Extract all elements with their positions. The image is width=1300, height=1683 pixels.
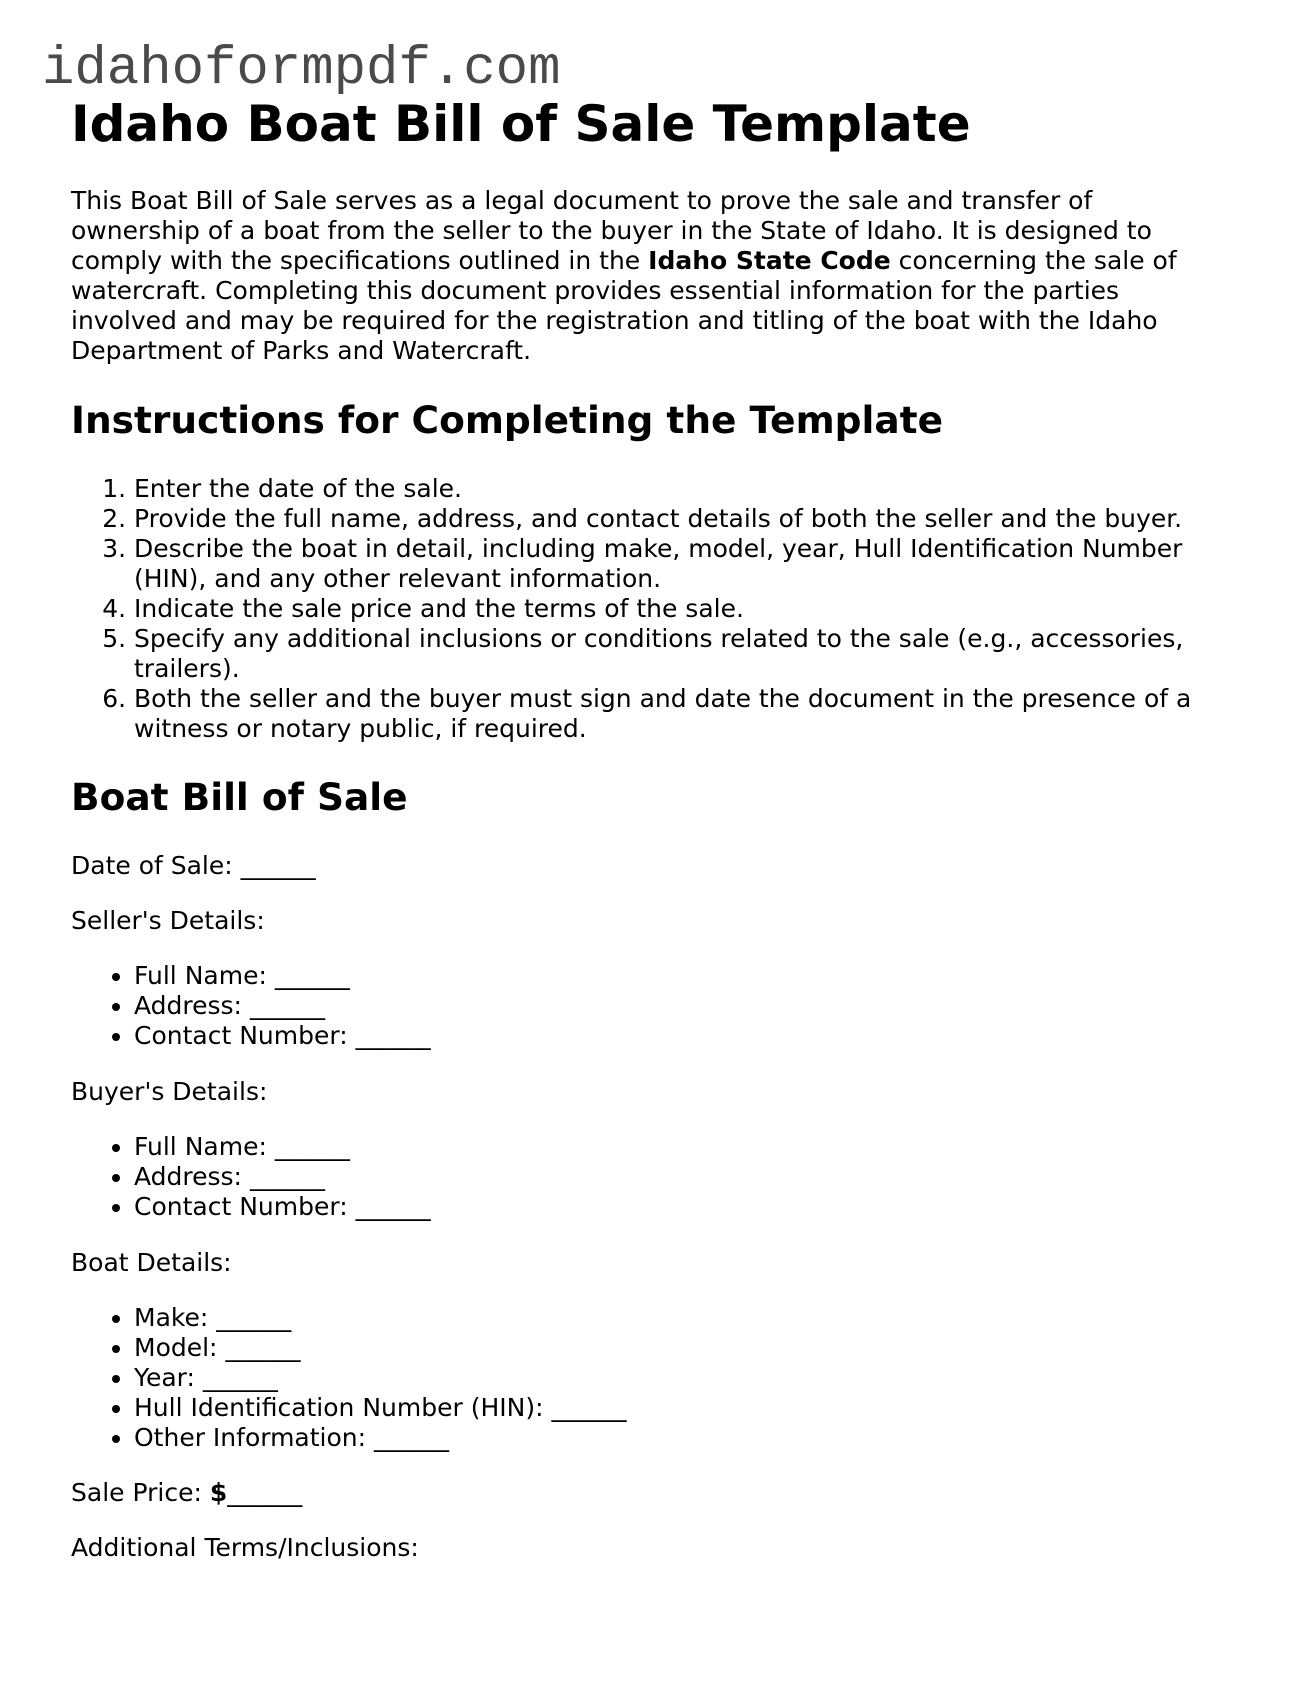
field-label: Other Information: xyxy=(134,1423,367,1452)
field-label: Model: xyxy=(134,1333,218,1362)
page-title: Idaho Boat Bill of Sale Template xyxy=(71,95,971,153)
intro-emphasis: Idaho State Code xyxy=(648,246,891,275)
buyer-contact-number-field xyxy=(134,1192,1217,1222)
field-blank: ______ xyxy=(355,1021,431,1050)
field-blank: ______ xyxy=(249,991,325,1020)
field-blank: ______ xyxy=(274,1132,350,1161)
intro-text-after: concerning the sale of watercraft. Completing this document provides essential information for the parties involved and may be required for the registration and titling of the boat with the Idaho Department of Parks and Watercraft. xyxy=(71,246,1177,365)
document-body xyxy=(71,95,1217,1563)
instruction-step-5: 5. Specify any additional inclusions or conditions related to the sale (e.g., accessories, trailers). xyxy=(134,624,1217,684)
field-label: Full Name: xyxy=(134,1132,267,1161)
field-blank: ______ xyxy=(551,1393,627,1422)
field-blank: ______ xyxy=(374,1423,450,1452)
currency-symbol: $ xyxy=(209,1478,228,1507)
intro-paragraph xyxy=(71,186,1217,366)
instruction-step-3: 3. Describe the boat in detail, including make, model, year, Hull Identification Number (HIN), and any other relevant information. xyxy=(134,534,1217,594)
field-label: Address: xyxy=(134,991,242,1020)
field-blank: ______ xyxy=(225,1333,301,1362)
boat-year-field xyxy=(134,1363,1217,1393)
buyer-address-field xyxy=(134,1162,1217,1192)
boat-other-information-field xyxy=(134,1423,1217,1453)
bill-of-sale-heading: Boat Bill of Sale xyxy=(71,775,408,819)
field-blank: ______ xyxy=(202,1363,278,1392)
instruction-step-4: 4. Indicate the sale price and the terms of the sale. xyxy=(134,594,1217,624)
instruction-step-1: 1. Enter the date of the sale. xyxy=(134,474,1217,504)
instructions-heading: Instructions for Completing the Template xyxy=(71,398,944,442)
sale-price-blank: ______ xyxy=(227,1478,303,1507)
buyer-details-heading: Buyer's Details: xyxy=(71,1077,268,1106)
additional-terms-label: Additional Terms/Inclusions: xyxy=(71,1533,419,1562)
sale-price-line xyxy=(71,1478,1217,1508)
field-label: Make: xyxy=(134,1303,209,1332)
sale-price-label: Sale Price: xyxy=(71,1478,202,1507)
field-label: Year: xyxy=(134,1363,195,1392)
instruction-step-2: 2. Provide the full name, address, and contact details of both the seller and the buyer. xyxy=(134,504,1217,534)
field-label: Contact Number: xyxy=(134,1192,348,1221)
seller-details-list xyxy=(71,961,1217,1051)
field-label: Full Name: xyxy=(134,961,267,990)
instructions-list xyxy=(71,474,1217,744)
field-blank: ______ xyxy=(355,1192,431,1221)
site-watermark: idahoformpdf.com xyxy=(42,39,561,100)
seller-full-name-field xyxy=(134,961,1217,991)
boat-details-list xyxy=(71,1303,1217,1453)
field-blank: ______ xyxy=(249,1162,325,1191)
seller-details-heading: Seller's Details: xyxy=(71,906,265,935)
date-of-sale-label: Date of Sale: xyxy=(71,851,233,880)
boat-details-heading: Boat Details: xyxy=(71,1248,232,1277)
field-label: Address: xyxy=(134,1162,242,1191)
buyer-full-name-field xyxy=(134,1132,1217,1162)
seller-contact-number-field xyxy=(134,1021,1217,1051)
instruction-step-6: 6. Both the seller and the buyer must sign and date the document in the presence of a witness or notary public, if required. xyxy=(134,684,1217,744)
intro-text-before: This Boat Bill of Sale serves as a legal document to prove the sale and transfer of ownership of a boat from the seller to the buyer in the State of Idaho. It is designed to comply with the specifications outlined in the xyxy=(71,186,1152,275)
boat-hin-field xyxy=(134,1393,1217,1423)
date-of-sale-blank: ______ xyxy=(240,851,316,880)
boat-model-field xyxy=(134,1333,1217,1363)
field-label: Hull Identification Number (HIN): xyxy=(134,1393,544,1422)
seller-address-field xyxy=(134,991,1217,1021)
buyer-details-list xyxy=(71,1132,1217,1222)
field-blank: ______ xyxy=(274,961,350,990)
boat-make-field xyxy=(134,1303,1217,1333)
field-label: Contact Number: xyxy=(134,1021,348,1050)
field-blank: ______ xyxy=(216,1303,292,1332)
date-of-sale-line xyxy=(71,851,1217,881)
